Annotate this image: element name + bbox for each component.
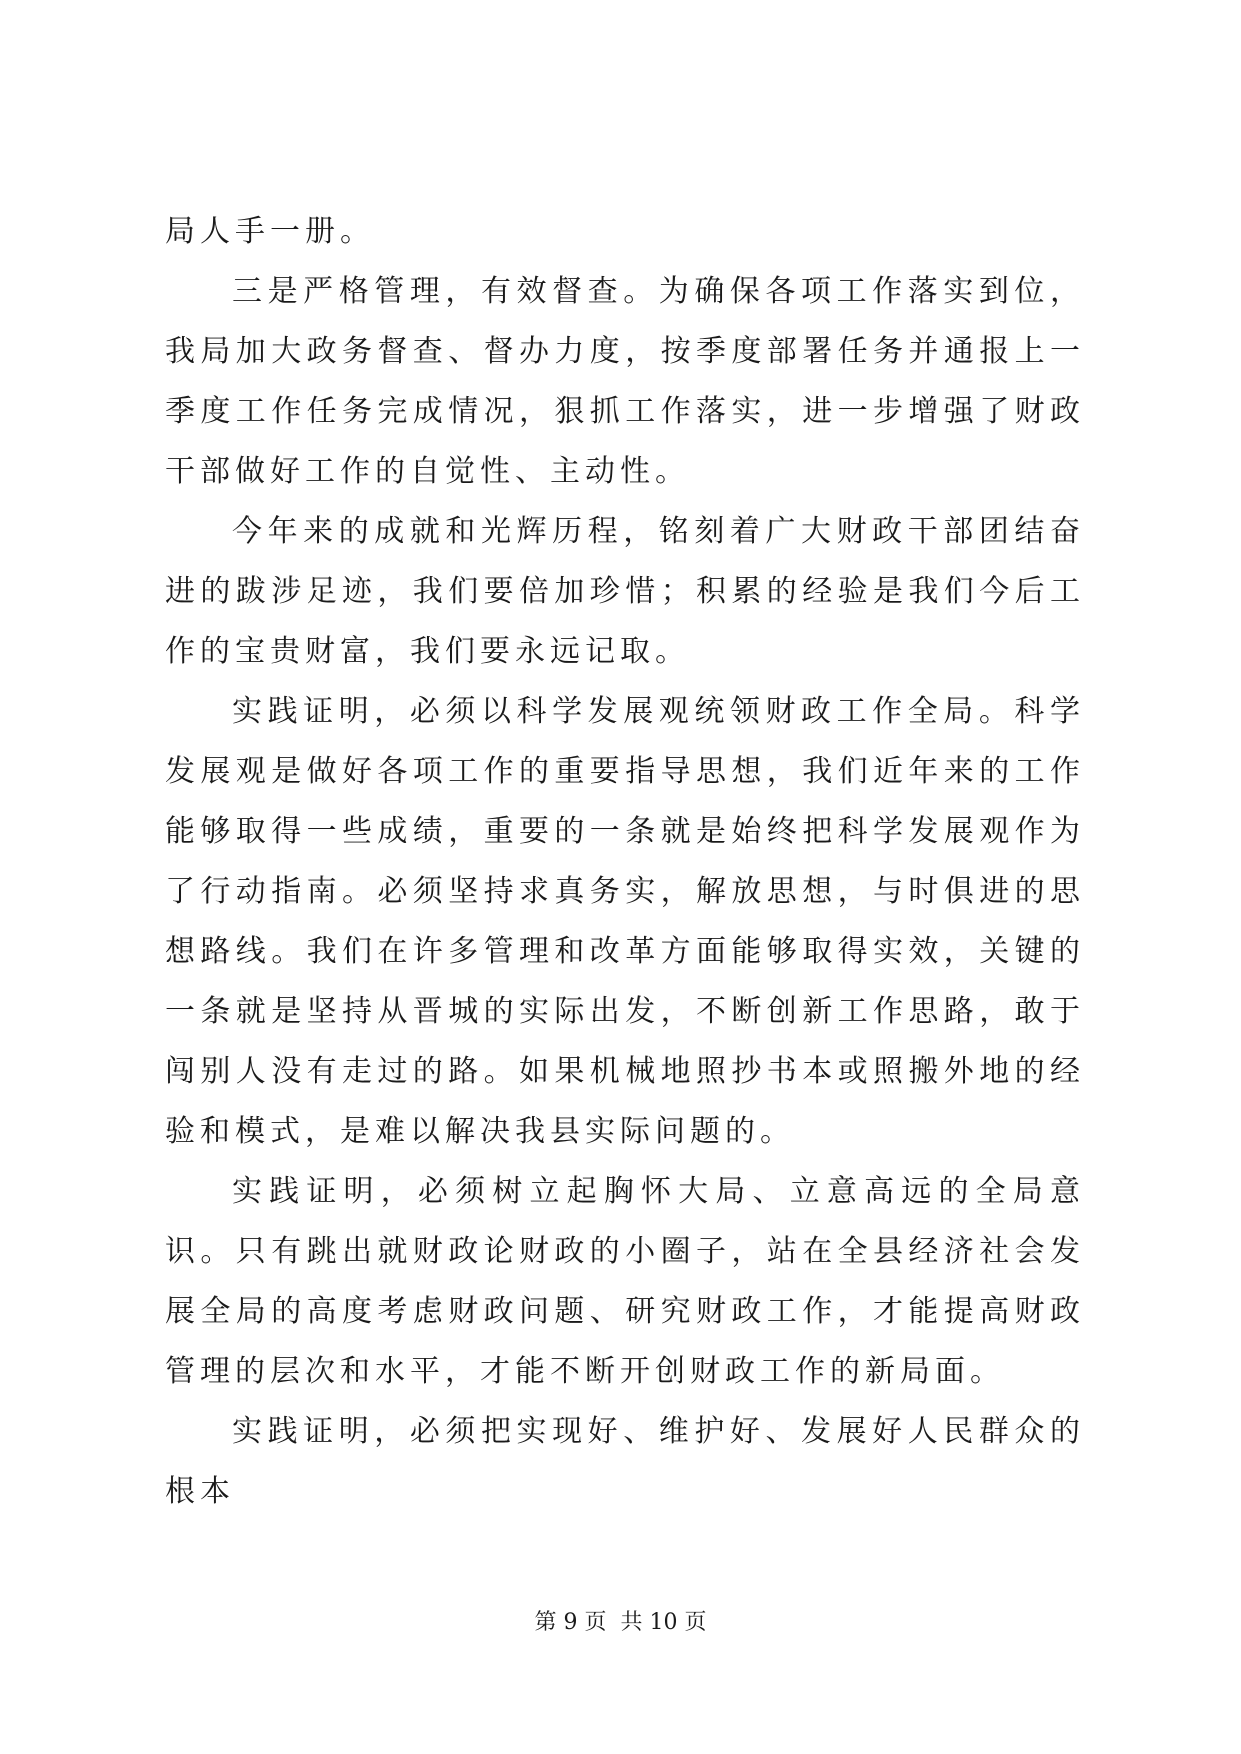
page-footer [0, 1605, 1241, 1636]
paragraph-overall-awareness: 实践证明，必须树立起胸怀大局、立意高远的全局意识。只有跳出就财政论财政的小圈子，站在全县经济社会发展全局的高度考虑财政问题、研究财政工作，才能提高财政管理的层次和水平，才能不断开创财政工作的新局面。 [165, 1174, 1085, 1389]
paragraph-continuation: 局人手一册。 [165, 214, 375, 249]
paragraph-strict-management: 三是严格管理，有效督查。为确保各项工作落实到位，我局加大政务督查、督办力度，按季度部署任务并通报上一季度工作任务完成情况，狠抓工作落实，进一步增强了财政干部做好工作的自觉性、主动性。 [165, 274, 1085, 489]
paragraph-achievements: 今年来的成就和光辉历程，铭刻着广大财政干部团结奋进的跋涉足迹，我们要倍加珍惜；积累的经验是我们今后工作的宝贵财富，我们要永远记取。 [165, 514, 1085, 669]
paragraph-people-interests: 实践证明，必须把实现好、维护好、发展好人民群众的根本 [165, 1414, 1085, 1509]
paragraph-scientific-development: 实践证明，必须以科学发展观统领财政工作全局。科学发展观是做好各项工作的重要指导思想，我们近年来的工作能够取得一些成绩，重要的一条就是始终把科学发展观作为了行动指南。必须坚持求真务实，解放思想，与时俱进的思想路线。我们在许多管理和改革方面能够取得实效，关键的一条就是坚持从晋城的实际出发，不断创新工作思路，敢于闯别人没有走过的路。如果机械地照抄书本或照搬外地的经验和模式，是难以解决我县实际问题的。 [165, 694, 1085, 1149]
page-number-label: 第 9 页 共 10 页 [534, 1610, 707, 1635]
document-body [165, 202, 1085, 1522]
